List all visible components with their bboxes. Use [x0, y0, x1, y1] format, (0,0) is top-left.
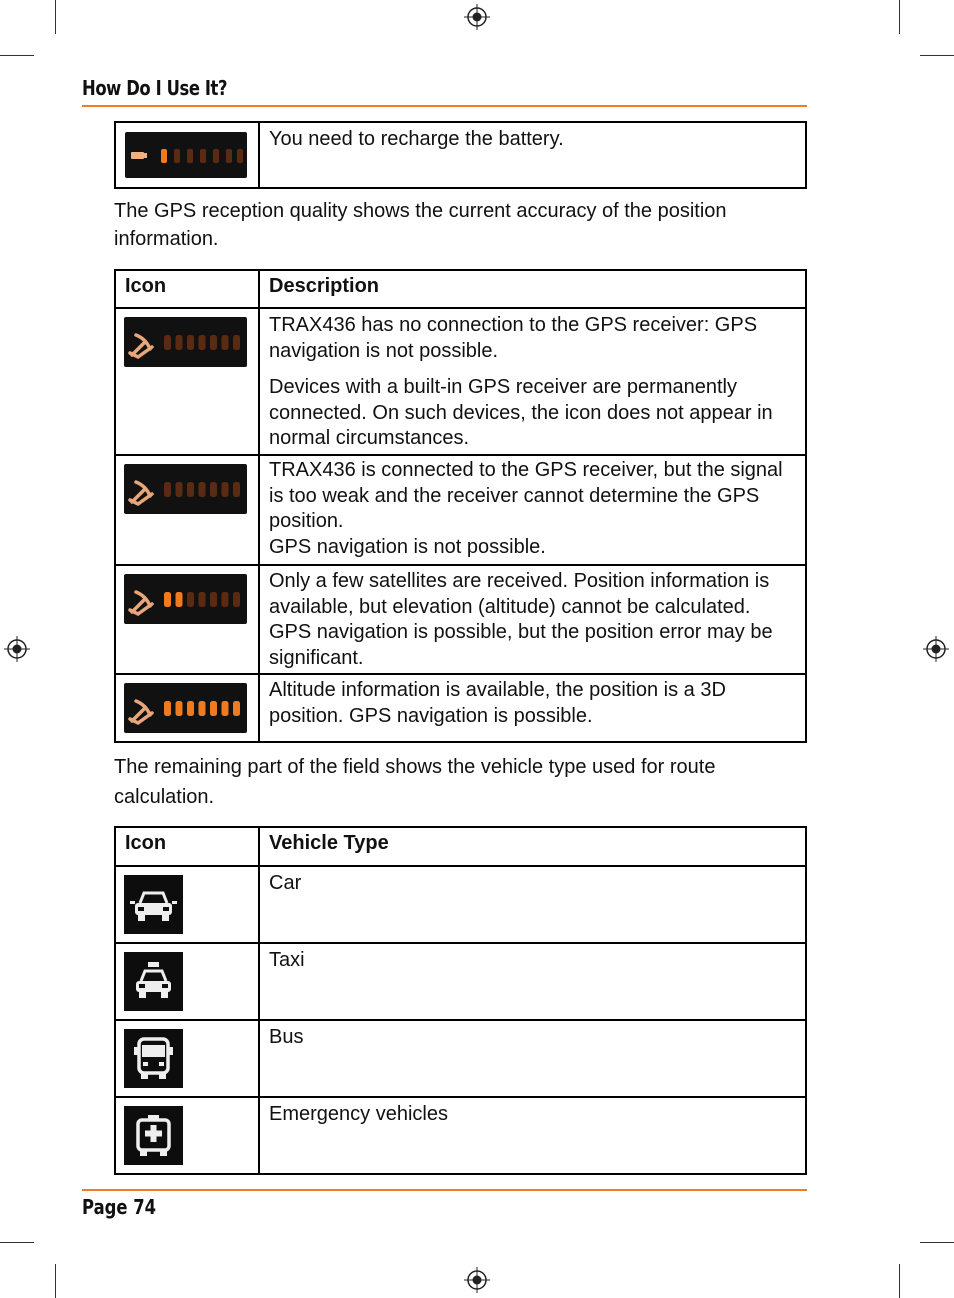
- table-row: [115, 943, 806, 1020]
- emergency-vehicle-icon: [124, 1106, 183, 1165]
- icon-cell: [115, 455, 259, 565]
- table-row: [115, 455, 806, 565]
- gps-signal-graphic: [124, 683, 247, 733]
- vehicle-label: Emergency vehicles: [269, 1103, 448, 1125]
- table-row: [115, 866, 806, 943]
- gps-signal-graphic: [124, 464, 247, 514]
- table-row: [115, 308, 806, 455]
- column-header-vehicle-type: Vehicle Type: [259, 827, 806, 866]
- registration-mark-icon: [464, 1267, 490, 1293]
- vehicle-label: Bus: [269, 1026, 304, 1048]
- column-header-icon: Icon: [115, 827, 259, 866]
- gps-row-2-note: GPS navigation is not possible.: [269, 535, 546, 558]
- gps-row-4-text: Altitude information is available, the position is a 3D position. GPS navigation is possible.: [269, 679, 726, 727]
- signal-bar: [199, 592, 206, 607]
- icon-cell: [115, 866, 259, 943]
- satellite-antenna-icon: [130, 335, 152, 357]
- description-cell: [259, 308, 806, 455]
- signal-bar: [176, 701, 183, 716]
- vehicle-label-cell: [259, 1097, 806, 1174]
- gps-row-2-text: TRAX436 is connected to the GPS receiver, but the signal is too weak and the receiver cannot determine the GPS position.: [269, 459, 783, 532]
- vehicle-intro-paragraph: The remaining part of the field shows the vehicle type used for route calculation.: [114, 756, 716, 808]
- signal-bar: [187, 701, 194, 716]
- vehicle-type-table: [114, 826, 807, 1175]
- icon-cell: [115, 1097, 259, 1174]
- car-icon: [124, 875, 183, 934]
- signal-bar: [233, 482, 240, 497]
- battery-description: You need to recharge the battery.: [269, 128, 564, 150]
- description-cell: [259, 122, 806, 188]
- signal-bar: [176, 592, 183, 607]
- table-row: [115, 1020, 806, 1097]
- crop-mark: [55, 1264, 56, 1298]
- signal-bar: [164, 701, 171, 716]
- signal-bar: [222, 701, 229, 716]
- icon-cell: [115, 943, 259, 1020]
- gps-3d-fix-icon: [124, 683, 247, 733]
- registration-mark-icon: [4, 636, 30, 662]
- signal-bar: [210, 592, 217, 607]
- signal-bar: [164, 482, 171, 497]
- table-row: [115, 122, 806, 188]
- signal-bar: [187, 335, 194, 350]
- table-header-row: [115, 270, 806, 308]
- table-row: [115, 565, 806, 674]
- signal-bar: [222, 592, 229, 607]
- crop-mark: [0, 1242, 34, 1243]
- gps-reception-table: [114, 269, 807, 743]
- gps-signal-graphic: [124, 317, 247, 367]
- signal-bar: [199, 335, 206, 350]
- vehicle-label-cell: [259, 943, 806, 1020]
- table-row: [115, 1097, 806, 1174]
- registration-mark-icon: [464, 4, 490, 30]
- signal-bar: [187, 592, 194, 607]
- crop-mark: [920, 1242, 954, 1243]
- icon-cell: [115, 1020, 259, 1097]
- signal-bar: [222, 335, 229, 350]
- vehicle-label-cell: [259, 1020, 806, 1097]
- registration-mark-icon: [923, 636, 949, 662]
- signal-bar: [210, 335, 217, 350]
- signal-bar: [176, 335, 183, 350]
- gps-no-receiver-icon: [124, 317, 247, 367]
- signal-bar: [199, 482, 206, 497]
- description-cell: [259, 565, 806, 674]
- signal-bar: [210, 701, 217, 716]
- signal-bar: [222, 482, 229, 497]
- battery-table: [114, 121, 807, 189]
- column-header-description: Description: [259, 270, 806, 308]
- column-header-icon: Icon: [115, 270, 259, 308]
- signal-bar: [233, 335, 240, 350]
- header-rule: [82, 105, 807, 107]
- crop-mark: [899, 0, 900, 34]
- icon-cell: [115, 308, 259, 455]
- gps-intro-paragraph: The GPS reception quality shows the current accuracy of the position information.: [114, 200, 727, 250]
- gps-signal-graphic: [124, 574, 247, 624]
- signal-bar: [233, 592, 240, 607]
- gps-weak-signal-icon: [124, 464, 247, 514]
- description-cell: [259, 674, 806, 742]
- vehicle-label-cell: [259, 866, 806, 943]
- table-row: [115, 674, 806, 742]
- signal-bar: [164, 335, 171, 350]
- signal-bar: [187, 482, 194, 497]
- taxi-icon: [124, 952, 183, 1011]
- battery-empty-icon: [125, 132, 247, 178]
- crop-mark: [899, 1264, 900, 1298]
- crop-mark: [55, 0, 56, 34]
- icon-cell: [115, 565, 259, 674]
- vehicle-label: Car: [269, 872, 302, 894]
- gps-row-1-note: Devices with a built-in GPS receiver are permanently connected. On such devices, the icon does not appear in normal circumstances.: [269, 376, 773, 449]
- signal-bar: [199, 701, 206, 716]
- bus-icon: [124, 1029, 183, 1088]
- icon-cell: [115, 674, 259, 742]
- signal-bar: [164, 592, 171, 607]
- crop-mark: [0, 55, 34, 56]
- page-header-title: How Do I Use It?: [82, 76, 228, 100]
- gps-row-1-text: TRAX436 has no connection to the GPS receiver: GPS navigation is not possible.: [269, 314, 758, 362]
- signal-bar: [210, 482, 217, 497]
- crop-mark: [920, 55, 954, 56]
- icon-cell: [115, 122, 259, 188]
- satellite-antenna-icon: [130, 701, 152, 723]
- gps-2d-fix-icon: [124, 574, 247, 624]
- satellite-antenna-icon: [130, 592, 152, 614]
- page-number: Page 74: [82, 1195, 157, 1219]
- footer-rule: [82, 1189, 807, 1191]
- table-header-row: [115, 827, 806, 866]
- description-cell: [259, 455, 806, 565]
- vehicle-label: Taxi: [269, 949, 305, 971]
- signal-bar: [176, 482, 183, 497]
- gps-row-3-text: Only a few satellites are received. Position information is available, but elevation (altitude) cannot be calculated. GPS navigation is possible, but the position error may be significant.: [269, 570, 773, 669]
- signal-bar: [233, 701, 240, 716]
- satellite-antenna-icon: [130, 482, 152, 504]
